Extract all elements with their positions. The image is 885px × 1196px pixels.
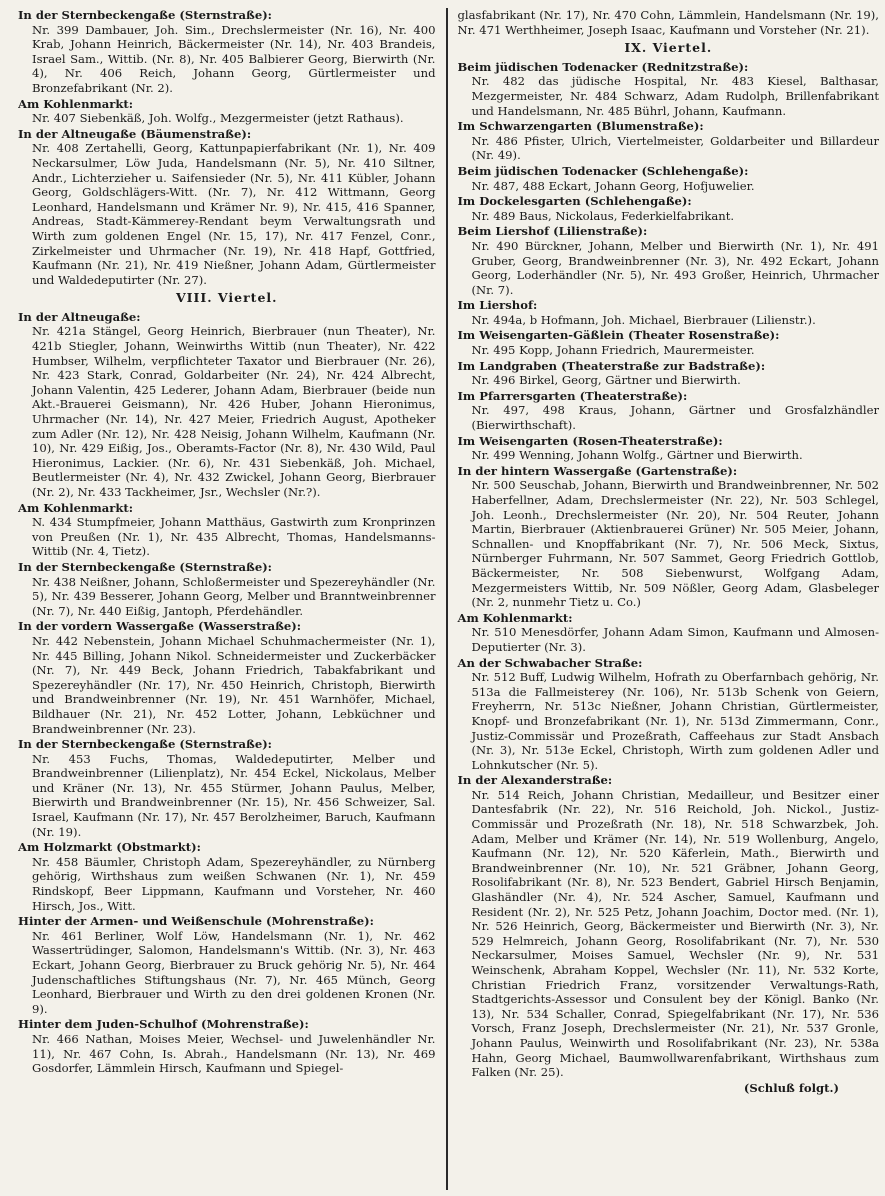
entry [458,773,880,1079]
entry-text: Nr. 496 Birkel, Georg, Gärtner und Bierwirth. [471,373,741,388]
entry [458,389,880,433]
entry [458,328,880,357]
entry-text: Nr. 497, 498 Kraus, Johann, Gärtner und Grosfalzhändler (Bierwirthschaft). [471,403,879,433]
entry [458,164,880,193]
street-heading: In der Sternbeckengaße (Sternstraße): [18,8,272,22]
entry-text: Nr. 514 Reich, Johann Christian, Medailleur, und Besitzer einer Dantesfabrik (Nr. 22), Nr. 516 Reichold, Joh. Nickol., Justiz-Commissär und Prozeßrath (Nr. 18), Nr. 518 Schwarzbek, Joh. Adam, Melber und Krämer (Nr. 14), Nr. 519 Wollenburg, Angelo, Kaufmann (Nr. 12), Nr. 520 Käferlein, Math., Bierwirth und Brandweinbrenner (Nr. 10), Nr. 521 Gräbner, Johann Georg, Rosolifabrikant (Nr. 8), Nr. 523 Bendert, Gabriel Hirsch Benjamin, Glashändler (Nr. 4), Nr. 524 Ascher, Samuel, Kaufmann und Resident (Nr. 2), Nr. 525 Petz, Johann Joachim, Doctor med. (Nr. 1), Nr. 526 Heinrich, Georg, Bäckermeister und Bierwirth (Nr. 3), Nr. 529 Helmreich, Johann Georg, Rosolifabrikant (Nr. 7), Nr. 530 Neckarsulmer, Moises Samuel, Wechsler (Nr. 9), Nr. 531 Weinschenk, Abraham Koppel, Wechsler (Nr. 11), Nr. 532 Korte, Christian Friedrich Franz, vorsitzender Verwaltungs-Rath, Stadtgerichts-Assessor und Consulent bey der Königl. Banko (Nr. 13), Nr. 534 Schaller, Conrad, Spiegelfabrikant (Nr. 17), Nr. 536 Vorsch, Franz Joseph, Drechslermeister (Nr. 21), Nr. 537 Gronle, Johann Paulus, Weinwirth und Rosolifabrikant (Nr. 23), Nr. 538a Hahn, Georg Michael, Baumwollwarenfabrikant, Wirthshaus zum Falken (Nr. 25). [471,787,879,1080]
entry-text: Nr. 461 Berliner, Wolf Löw, Handelsmann (Nr. 1), Nr. 462 Wassertrüdinger, Salomon, Handelsmann's Wittib. (Nr. 3), Nr. 463 Eckart, Johann Georg, Bierbrauer zu Bruck gehörig Nr. 5), Nr. 464 Judenschaftliches Stiftungshaus (Nr. 7), Nr. 465 Münch, Georg Leonhard, Bierbrauer und Wirth zu den drei goldenen Kronen (Nr. 9). [32,928,436,1016]
entry-text: Nr. 421a Stängel, Georg Heinrich, Bierbrauer (nun Theater), Nr. 421b Stiegler, Johann, Weinwirths Wittib (nun Theater), Nr. 422 Humbser, Wilhelm, verpflichteter Taxator und Bierbrauer (Nr. 26), Nr. 423 Stark, Conrad, Goldarbeiter (Nr. 24), Nr. 424 Albrecht, Johann Valentin, 425 Lederer, Johann Adam, Bierbrauer (beide nun Akt.-Brauerei Geismann), Nr. 426 Huber, Johann Hieronimus, Uhrmacher (Nr. 14), Nr. 427 Meier, Friedrich August, Apotheker zum Adler (Nr. 12), Nr. 428 Neisig, Johann Wilhelm, Kaufmann (Nr. 10), Nr. 429 Eißig, Jos., Oberamts-Factor (Nr. 8), Nr. 430 Wild, Paul Hieronimus, Lackier. (Nr. 6), Nr. 431 Siebenkäß, Joh. Michael, Beutlermeister (Nr. 4), Nr. 432 Zwickel, Johann Georg, Bierbrauer (Nr. 2), Nr. 433 Tackheimer, Jsr., Wechsler (Nr.?). [32,324,436,499]
street-heading: An der Schwabacher Straße: [457,655,643,670]
right-column [448,8,880,1196]
entry-text: Nr. 442 Nebenstein, Johann Michael Schuhmachermeister (Nr. 1), Nr. 445 Billing, Johann Nikol. Schneidermeister und Zuckerbäcker (Nr. 7), Nr. 449 Beck, Johann Friedrich, Tabakfabrikant und Spezereyhändler (Nr. 17), Nr. 450 Heinrich, Christoph, Bierwirth und Brandweinbrenner (Nr. 19), Nr. 451 Warnhöfer, Michael, Bildhauer (Nr. 21), Nr. 452 Lotter, Johann, Lebküchner und Brandweinbrenner (Nr. 23). [32,633,436,736]
street-heading: Am Kohlenmarkt: [18,96,134,111]
entry-text: Nr. 407 Siebenkäß, Joh. Wolfg., Mezgermeister (jetzt Rathaus). [32,111,404,126]
entry-text: Nr. 489 Baus, Nickolaus, Federkielfabrikant. [471,208,735,223]
entry-text: Nr. 495 Kopp, Johann Friedrich, Maurermeister. [471,343,755,358]
street-heading: Im Dockelesgarten (Schlehengaße): [457,194,692,209]
entry [458,224,880,297]
entry-text: Nr. 408 Zertahelli, Georg, Kattunpapierfabrikant (Nr. 1), Nr. 409 Neckarsulmer, Löw Juda, Handelsmann (Nr. 5), Nr. 410 Siltner, Andr., Lichterzieher u. Saifensieder (Nr. 5), Nr. 411 Kübler, Johann Georg, Goldschlägers-Witt. (Nr. 7), Nr. 412 Wittmann, Georg Leonhard, Handelsmann und Krämer Nr. 9), Nr. 415, 416 Spanner, Andreas, Stadt-Kämmerey-Rendant beym Verwaltungsrath und Wirth zum goldenen Engel (Nr. 15, 17), Nr. 417 Fenzel, Conr., Zirkelmeister und Uhrmacher (Nr. 19), Nr. 418 Hapf, Gottfried, Kaufmann (Nr. 21), Nr. 419 Nießner, Johann Adam, Gürtlermeister und Waldedeputirter (Nr. 27). [32,141,436,287]
entry [18,310,436,500]
street-heading: In der hintern Wassergaße (Gartenstraße): [457,463,738,478]
entry [458,434,880,463]
entry [18,619,436,736]
street-heading: Beim jüdischen Todenacker (Schlehengaße): [457,163,749,178]
street-heading: Hinter der Armen- und Weißenschule (Mohrenstraße): [18,914,374,929]
street-heading: In der vordern Wassergaße (Wasserstraße): [18,619,302,634]
entry-text: Nr. 512 Buff, Ludwig Wilhelm, Hofrath zu Oberfarnbach gehörig, Nr. 513a die Fallmeisterey (Nr. 106), Nr. 513b Schenk von Geiern, Freyherrn, Nr. 513c Nießner, Johann Christian, Gürtlermeister, Knopf- und Bronzefabrikant (Nr. 1), Nr. 513d Zimmermann, Conr., Justiz-Commissär und Prozeßrath, Caffeehaus zur Stadt Ansbach (Nr. 3), Nr. 513e Eckel, Christoph, Wirth zum goldenen Adler und Lohnkutscher (Nr. 5). [471,670,879,772]
entry-text: Nr. 487, 488 Eckart, Johann Georg, Hofjuwelier. [471,178,755,193]
entry-text: Nr. 438 Neißner, Johann, Schloßermeister und Spezereyhändler (Nr. 5), Nr. 439 Besserer, Johann Georg, Melber und Branntweinbrenner (Nr. 7), Nr. 440 Eißig, Jantoph, Pferdehändler. [32,574,436,618]
street-heading: Hinter dem Juden-Schulhof (Mohrenstraße): [18,1017,309,1032]
street-heading: Im Landgraben (Theaterstraße zur Badstraße): [457,358,766,373]
entry-text: Nr. 453 Fuchs, Thomas, Waldedeputirter, Melber und Brandweinbrenner (Lilienplatz), Nr. 454 Eckel, Nickolaus, Melber und Kräner (Nr. 13), Nr. 455 Stürmer, Johann Paulus, Melber, Bierwirth und Brandweinbrenner (Nr. 15), Nr. 456 Schweizer, Sal. Israel, Kaufmann (Nr. 17), Nr. 457 Berolzheimer, Baruch, Kaufmann (Nr. 19). [32,751,436,839]
entry [18,8,436,96]
entry-text: Nr. 490 Bürckner, Johann, Melber und Bierwirth (Nr. 1), Nr. 491 Gruber, Georg, Brandweinbrenner (Nr. 3), Nr. 492 Eckart, Johann Georg, Loderhändler (Nr. 5), Nr. 493 Großer, Heinrich, Uhrmacher (Nr. 7). [471,238,879,297]
street-heading: Am Kohlenmarkt: [18,500,134,515]
entry [18,1017,436,1075]
entry [458,194,880,223]
entry-text: Nr. 399 Dambauer, Joh. Sim., Drechslermeister (Nr. 16), Nr. 400 Krab, Johann Heinrich, Bäckermeister (Nr. 14), Nr. 403 Brandeis, Israel Sam., Wittib. (Nr. 8), Nr. 405 Balbierer Georg, Bierwirth (Nr. 4), Nr. 406 Reich, Johann Georg, Gürtlermeister und Bronzefabrikant (Nr. 2). [32,22,436,95]
entry-text: Nr. 510 Menesdörfer, Johann Adam Simon, Kaufmann und Almosen-Deputierter (Nr. 3). [471,625,879,654]
entry [458,611,880,655]
street-heading: Beim Liershof (Lilienstraße): [457,224,648,239]
entry [458,464,880,610]
left-column [18,8,446,1196]
entry-text: N. 434 Stumpfmeier, Johann Matthäus, Gastwirth zum Kronprinzen von Preußen (Nr. 1), Nr. 435 Albrecht, Thomas, Handelsmanns-Wittib (Nr. 4, Tietz). [32,515,436,559]
entry [18,560,436,618]
street-heading: Am Kohlenmarkt: [457,610,573,625]
entry [18,127,436,288]
continuation-text: glasfabrikant (Nr. 17), Nr. 470 Cohn, Lämmlein, Handelsmann (Nr. 19), Nr. 471 Werthheimer, Joseph Isaac, Kaufmann und Vorsteher (Nr. 21). [457,8,879,37]
entry [18,914,436,1016]
street-heading: Im Weisengarten (Rosen-Theaterstraße): [457,433,723,448]
closing-note: (Schluß folgt.) [743,1080,839,1095]
entry [18,97,436,126]
entry-text: Nr. 500 Seuschab, Johann, Bierwirth und Brandweinbrenner, Nr. 502 Haberfellner, Adam, Drechslermeister (Nr. 22), Nr. 503 Schlegel, Joh. Leonh., Drechslermeister (Nr. 20), Nr. 504 Reuter, Johann Martin, Bierbrauer (Aktienbrauerei Grüner) Nr. 505 Meier, Johann, Schnallen- und Knopffabrikant (Nr. 7), Nr. 506 Meck, Sixtus, Nürnberger Fuhrmann, Nr. 507 Sammet, Georg Friedrich Gottlob, Bäckermeister, Nr. 508 Siebenwurst, Wolfgang Adam, Mezgermeisters Wittib, Nr. 509 Nößler, Georg Adam, Glasbeleger (Nr. 2, nunmehr Tietz u. Co.) [471,478,879,610]
entry [458,359,880,388]
entry-text: Nr. 494a, b Hofmann, Joh. Michael, Bierbrauer (Lilienstr.). [471,312,816,327]
entry-text: Nr. 482 das jüdische Hospital, Nr. 483 Kiesel, Balthasar, Mezgermeister, Nr. 484 Schwarz, Adam Rudolph, Brillenfabrikant und Handelsmann, Nr. 485 Bührl, Johann, Kaufmann. [471,74,879,118]
street-heading: Beim jüdischen Todenacker (Rednitzstraße): [457,59,749,74]
entry [458,298,880,327]
entry-text: Nr. 466 Nathan, Moises Meier, Wechsel- und Juwelenhändler Nr. 11), Nr. 467 Cohn, Is. Abrah., Handelsmann (Nr. 13), Nr. 469 Gosdorfer, Lämmlein Hirsch, Kaufmann und Spiegel- [32,1031,436,1076]
street-heading: In der Alexanderstraße: [457,773,613,788]
street-heading: In der Sternbeckengaße (Sternstraße): [18,737,272,752]
section-title-viii: VIII. Viertel. [175,290,278,306]
entry [458,60,880,118]
entry-text: Nr. 486 Pfister, Ulrich, Viertelmeister, Goldarbeiter und Billardeur (Nr. 49). [471,133,879,163]
entry [18,840,436,913]
entry [18,501,436,559]
entry [18,737,436,839]
entry-text: Nr. 499 Wenning, Johann Wolfg., Gärtner und Bierwirth. [471,448,803,463]
entry [458,8,880,37]
section-title-ix: IX. Viertel. [624,40,713,56]
street-heading: Im Schwarzengarten (Blumenstraße): [457,119,704,134]
street-heading: Im Liershof: [457,298,538,313]
street-heading: In der Altneugaße (Bäumenstraße): [18,126,252,141]
street-heading: Am Holzmarkt (Obstmarkt): [18,840,201,855]
street-heading: Im Weisengarten-Gäßlein (Theater Rosenstraße): [457,328,780,343]
entry [458,119,880,163]
street-heading: Im Pfarrersgarten (Theaterstraße): [457,388,688,403]
street-heading: In der Sternbeckengaße (Sternstraße): [18,559,272,574]
entry-text: Nr. 458 Bäumler, Christoph Adam, Spezereyhändler, zu Nürnberg gehörig, Wirthshaus zum weißen Schwanen (Nr. 1), Nr. 459 Rindskopf, Beer Lippmann, Kaufmann und Vorsteher, Nr. 460 Hirsch, Jos., Witt. [32,854,436,913]
entry [458,656,880,773]
street-heading: In der Altneugaße: [18,309,141,324]
